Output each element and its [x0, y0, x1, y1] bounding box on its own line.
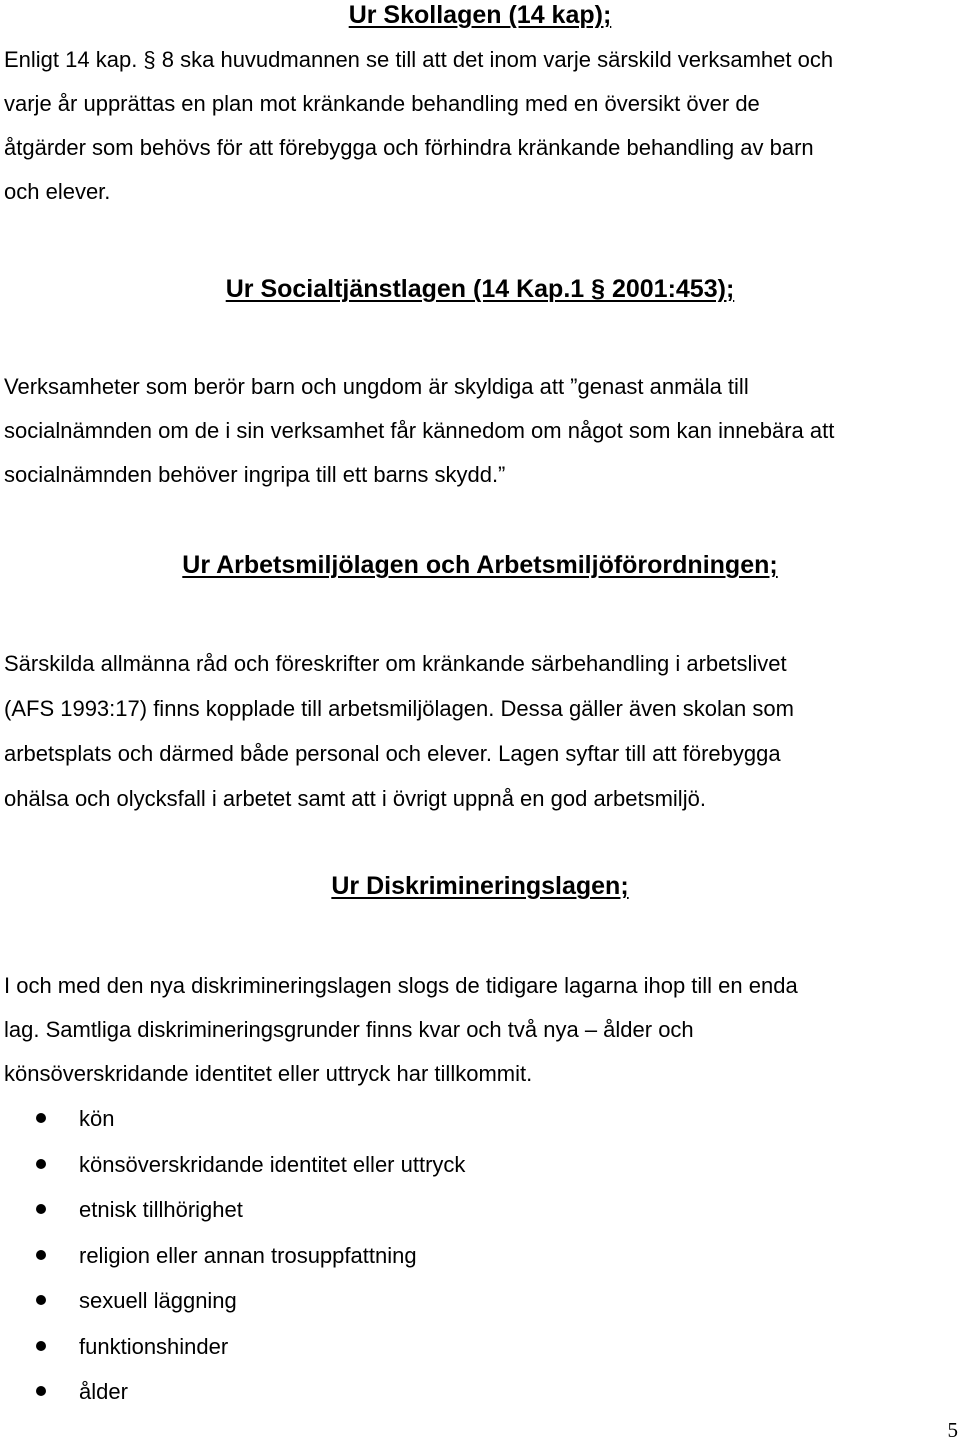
bullet-icon [36, 1159, 46, 1169]
text-line: arbetsplats och därmed både personal och elever. Lagen syftar till att förebygga [4, 741, 781, 766]
text-line: lag. Samtliga diskrimineringsgrunder finns kvar och två nya – ålder och [4, 1017, 694, 1042]
list-item-label: religion eller annan trosuppfattning [79, 1242, 417, 1268]
text-line: I och med den nya diskrimineringslagen slogs de tidigare lagarna ihop till en enda [4, 973, 798, 998]
text-line: socialnämnden behöver ingripa till ett barns skydd.” [4, 462, 506, 487]
bullet-icon [36, 1113, 46, 1123]
list-item [0, 1187, 465, 1233]
bullet-icon [36, 1204, 46, 1214]
list-item [0, 1233, 465, 1279]
text-line: socialnämnden om de i sin verksamhet får kännedom om något som kan innebära att [4, 418, 835, 443]
bullet-icon [36, 1386, 46, 1396]
text-line: Verksamheter som berör barn och ungdom är skyldiga att ”genast anmäla till [4, 374, 749, 399]
text-line: könsöverskridande identitet eller uttryck har tillkommit. [4, 1061, 533, 1086]
text-line: Särskilda allmänna råd och föreskrifter om kränkande särbehandling i arbetslivet [4, 651, 787, 676]
list-item-label: ålder [79, 1379, 128, 1404]
list-item [0, 1278, 465, 1324]
text-line: och elever. [4, 179, 111, 204]
list-item-label: könsöverskridande identitet eller uttryck [79, 1151, 466, 1177]
heading-socialtjanstlagen: Ur Socialtjänstlagen (14 Kap.1 § 2001:453); [225, 275, 735, 303]
page-number: 5 [947, 1418, 958, 1442]
discrimination-grounds-list [0, 1096, 465, 1415]
paragraph-diskrimineringslagen [4, 964, 959, 1096]
list-item [0, 1324, 465, 1370]
text-line: varje år upprättas en plan mot kränkande behandling med en översikt över de [4, 91, 760, 116]
paragraph-socialtjanstlagen [4, 365, 959, 497]
heading-diskrimineringslagen: Ur Diskrimineringslagen; [331, 872, 629, 900]
paragraph-arbetsmiljolagen [4, 641, 959, 821]
bullet-icon [36, 1295, 46, 1305]
list-item-label: kön [79, 1106, 115, 1131]
text-line: Enligt 14 kap. § 8 ska huvudmannen se till att det inom varje särskild verksamhet och [4, 47, 834, 72]
text-line: åtgärder som behövs för att förebygga och förhindra kränkande behandling av barn [4, 135, 814, 160]
paragraph-skollagen [4, 38, 959, 214]
heading-arbetsmiljolagen: Ur Arbetsmiljölagen och Arbetsmiljöförordningen; [182, 551, 778, 579]
bullet-icon [36, 1341, 46, 1351]
list-item [0, 1369, 465, 1415]
text-line: ohälsa och olycksfall i arbetet samt att i övrigt uppnå en god arbetsmiljö. [4, 786, 706, 811]
list-item [0, 1142, 465, 1188]
list-item-label: etnisk tillhörighet [79, 1197, 243, 1222]
bullet-icon [36, 1250, 46, 1260]
list-item-label: funktionshinder [79, 1333, 229, 1359]
list-item [0, 1096, 465, 1142]
list-item-label: sexuell läggning [79, 1288, 237, 1313]
text-line: (AFS 1993:17) finns kopplade till arbetsmiljölagen. Dessa gäller även skolan som [4, 696, 794, 721]
heading-skollagen: Ur Skollagen (14 kap); [348, 1, 612, 29]
